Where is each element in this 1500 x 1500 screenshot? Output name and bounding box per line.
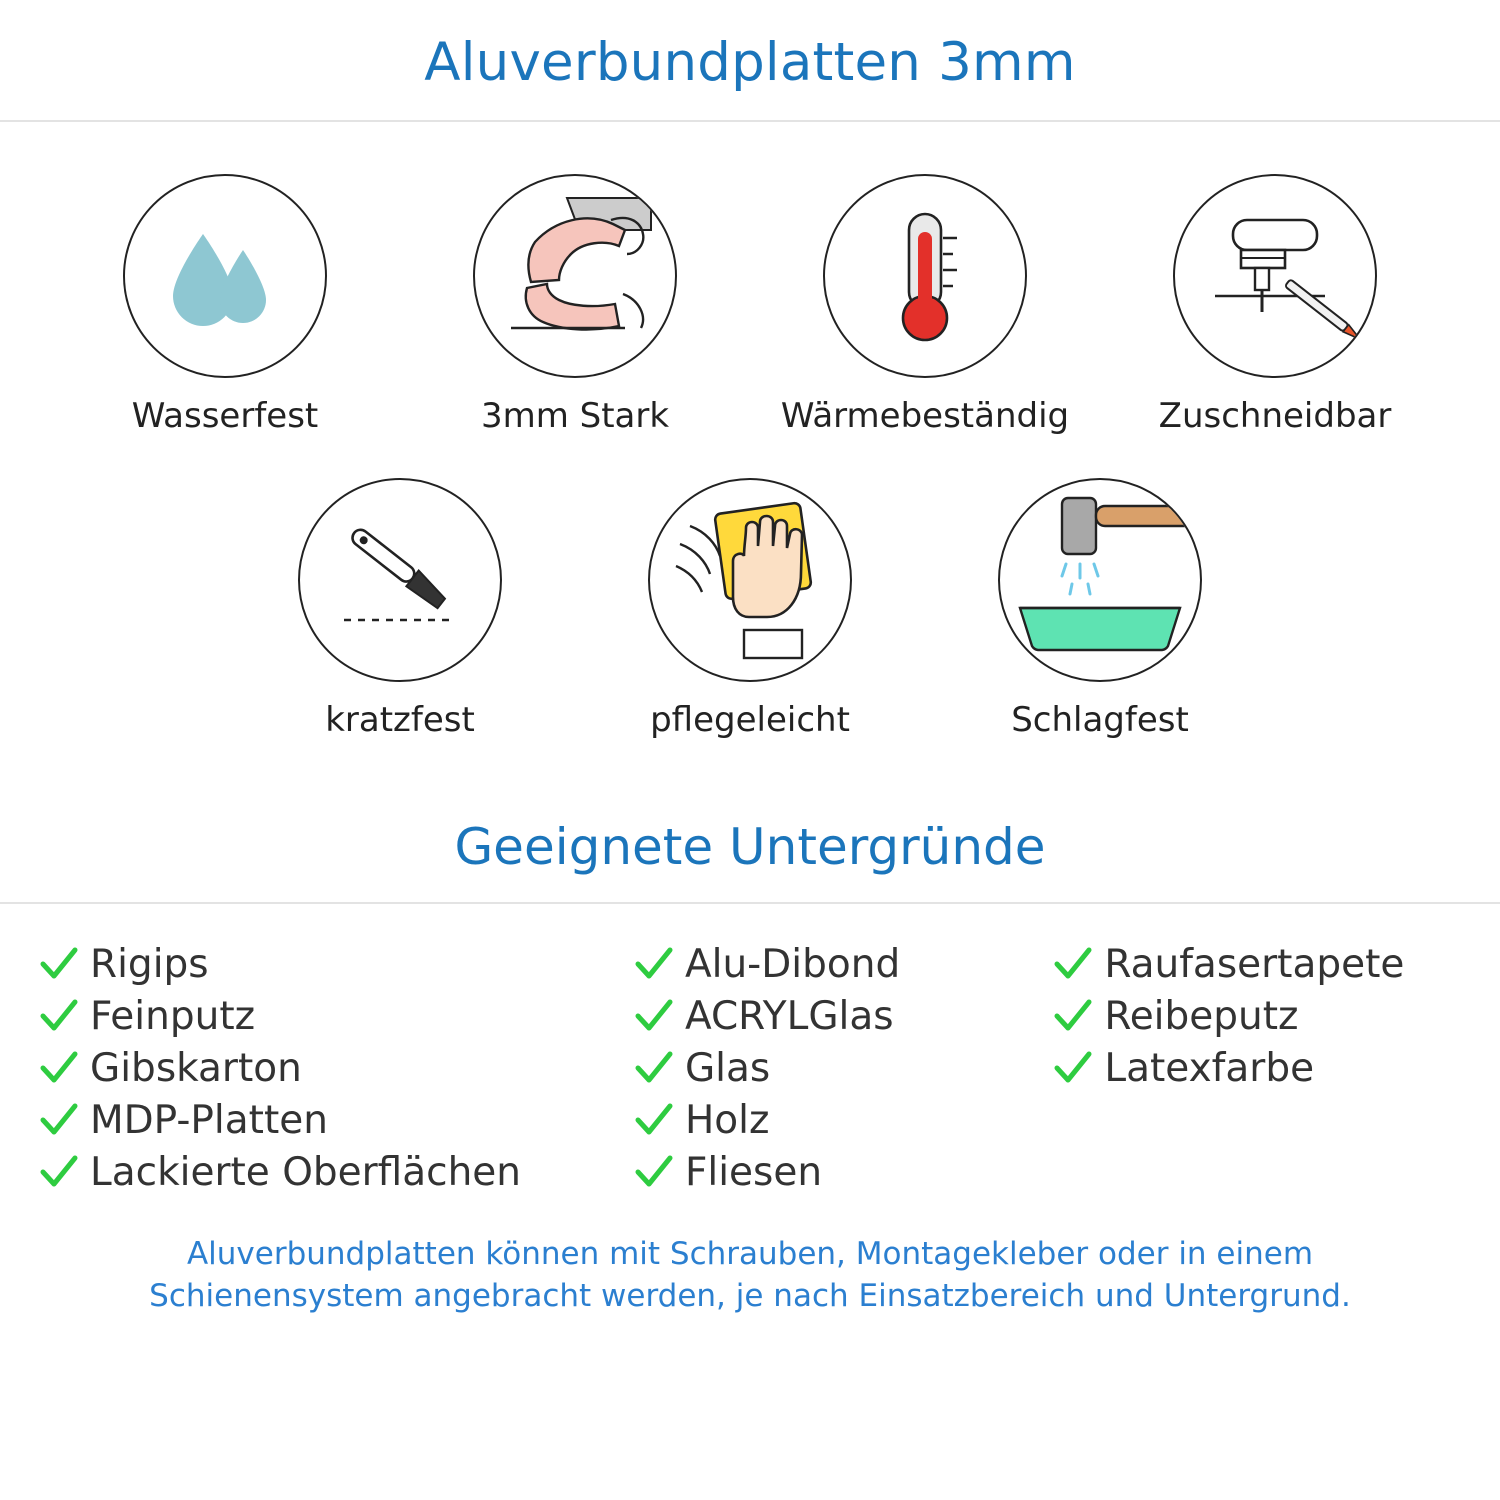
list-item-label: ACRYLGlas bbox=[684, 993, 894, 1039]
footer-note: Aluverbundplatten können mit Schrauben, Montagekleber oder in einem Schienensystem angebracht werden, je nach Einsatzbereich und Untergrund. bbox=[149, 1236, 1351, 1315]
thermometer-icon bbox=[823, 174, 1027, 378]
check-icon bbox=[38, 1099, 80, 1141]
check-icon bbox=[633, 943, 675, 985]
check-icon bbox=[1052, 995, 1094, 1037]
list-item bbox=[1052, 938, 1462, 990]
section-title-untergruende: Geeignete Untergründe bbox=[454, 818, 1046, 877]
checklist-column-3 bbox=[1052, 938, 1462, 1198]
substrate-checklist bbox=[0, 938, 1500, 1198]
list-item-label: Feinputz bbox=[90, 993, 256, 1039]
list-item-label: MDP-Platten bbox=[90, 1097, 328, 1143]
list-item bbox=[1052, 1042, 1462, 1094]
feature-grid bbox=[0, 174, 1500, 740]
feature-row-2 bbox=[0, 478, 1500, 740]
feature-kratzfest bbox=[240, 478, 560, 740]
list-item bbox=[38, 1042, 633, 1094]
list-item bbox=[633, 1094, 1052, 1146]
list-item-label: Gibskarton bbox=[90, 1045, 302, 1091]
check-icon bbox=[633, 1099, 675, 1141]
feature-3mm-stark bbox=[415, 174, 735, 436]
list-item bbox=[633, 1042, 1052, 1094]
hammer-impact-icon bbox=[998, 478, 1202, 682]
list-item-label: Rigips bbox=[90, 941, 209, 987]
list-item-label: Fliesen bbox=[684, 1149, 823, 1195]
checklist-column-1 bbox=[38, 938, 633, 1198]
list-item bbox=[38, 1146, 633, 1198]
feature-label: Wärmebeständig bbox=[780, 396, 1070, 437]
divider-top bbox=[0, 120, 1500, 122]
feature-label: Zuschneidbar bbox=[1158, 396, 1392, 437]
list-item bbox=[633, 990, 1052, 1042]
check-icon bbox=[38, 943, 80, 985]
feature-label: Schlagfest bbox=[1011, 700, 1189, 741]
feature-row-1 bbox=[0, 174, 1500, 436]
flexed-arm-icon bbox=[473, 174, 677, 378]
list-item-label: Raufasertapete bbox=[1104, 941, 1405, 987]
list-item bbox=[38, 990, 633, 1042]
list-item bbox=[1052, 990, 1462, 1042]
water-drops-icon bbox=[123, 174, 327, 378]
feature-label: Wasserfest bbox=[131, 396, 319, 437]
checklist-column-2 bbox=[633, 938, 1052, 1198]
check-icon bbox=[38, 1151, 80, 1193]
feature-waermebestaendig bbox=[765, 174, 1085, 436]
check-icon bbox=[633, 995, 675, 1037]
scratch-knife-icon bbox=[298, 478, 502, 682]
check-icon bbox=[38, 1047, 80, 1089]
list-item bbox=[633, 1146, 1052, 1198]
list-item bbox=[38, 1094, 633, 1146]
check-icon bbox=[1052, 1047, 1094, 1089]
list-item bbox=[38, 938, 633, 990]
cleaning-cloth-hand-icon bbox=[648, 478, 852, 682]
list-item bbox=[633, 938, 1052, 990]
jigsaw-cutter-icon bbox=[1173, 174, 1377, 378]
feature-pflegeleicht bbox=[590, 478, 910, 740]
check-icon bbox=[633, 1151, 675, 1193]
feature-label: pflegeleicht bbox=[650, 700, 850, 741]
feature-schlagfest bbox=[940, 478, 1260, 740]
check-icon bbox=[1052, 943, 1094, 985]
page-title: Aluverbundplatten 3mm bbox=[424, 32, 1076, 93]
feature-label: kratzfest bbox=[325, 700, 475, 741]
list-item-label: Glas bbox=[684, 1045, 771, 1091]
list-item-label: Reibeputz bbox=[1104, 993, 1299, 1039]
list-item-label: Lackierte Oberflächen bbox=[90, 1149, 522, 1195]
list-item-label: Holz bbox=[684, 1097, 770, 1143]
check-icon bbox=[633, 1047, 675, 1089]
feature-label: 3mm Stark bbox=[480, 396, 670, 437]
feature-wasserfest bbox=[65, 174, 385, 436]
list-item-label: Latexfarbe bbox=[1104, 1045, 1315, 1091]
divider-middle bbox=[0, 902, 1500, 904]
title-block bbox=[0, 0, 1500, 92]
list-item-label: Alu-Dibond bbox=[684, 941, 901, 987]
check-icon bbox=[38, 995, 80, 1037]
feature-zuschneidbar bbox=[1115, 174, 1435, 436]
